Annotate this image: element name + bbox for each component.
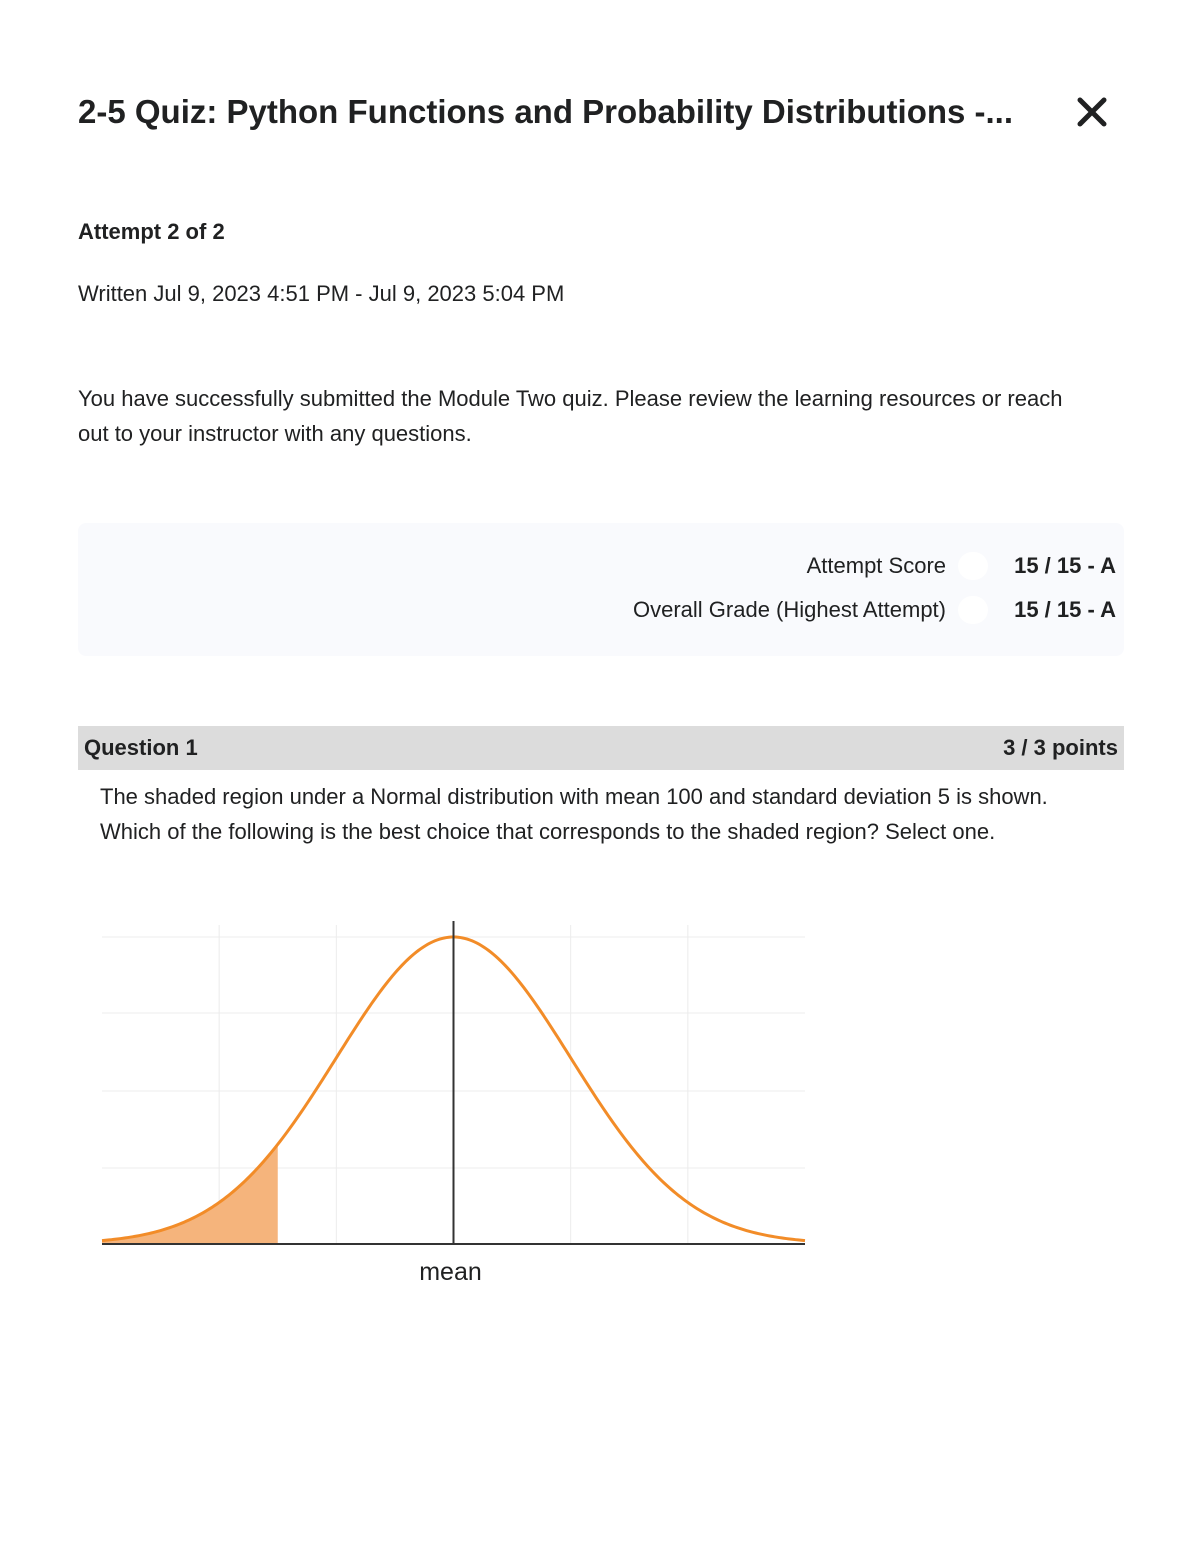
question-text: The shaded region under a Normal distribution with mean 100 and standard deviation 5 is shown. Which of the following is the best choice that corresponds to the shaded region? Select one.: [100, 784, 1048, 844]
attempt-score-row: [807, 549, 1116, 583]
submission-message: You have successfully submitted the Module Two quiz. Please review the learning resources or reach out to your instructor with any questions.: [78, 386, 1063, 446]
close-icon: [1077, 97, 1107, 127]
title-bar: [78, 88, 1124, 138]
score-spacer: [958, 552, 988, 580]
question-title: Question 1: [84, 735, 198, 760]
overall-grade-value: 15 / 15 - A: [1014, 597, 1116, 622]
question-points: 3 / 3 points: [1003, 735, 1118, 760]
score-spacer: [958, 596, 988, 624]
attempt-score-label: Attempt Score: [806, 553, 946, 578]
attempt-score-value: 15 / 15 - A: [1014, 553, 1116, 578]
page-title: 2-5 Quiz: Python Functions and Probability Distributions -...: [78, 93, 1014, 130]
question-header: [78, 726, 1124, 770]
shaded-region: [102, 1144, 278, 1244]
normal-distribution-chart: [100, 915, 810, 1295]
overall-grade-label: Overall Grade (Highest Attempt): [632, 597, 946, 622]
written-timestamp: Written Jul 9, 2023 4:51 PM - Jul 9, 2023 5:04 PM: [78, 281, 565, 306]
attempt-label: Attempt 2 of 2: [78, 219, 225, 244]
mean-label: mean: [419, 1258, 482, 1286]
close-button[interactable]: [1072, 92, 1112, 132]
score-summary: [78, 523, 1124, 656]
overall-grade-row: [633, 593, 1116, 627]
